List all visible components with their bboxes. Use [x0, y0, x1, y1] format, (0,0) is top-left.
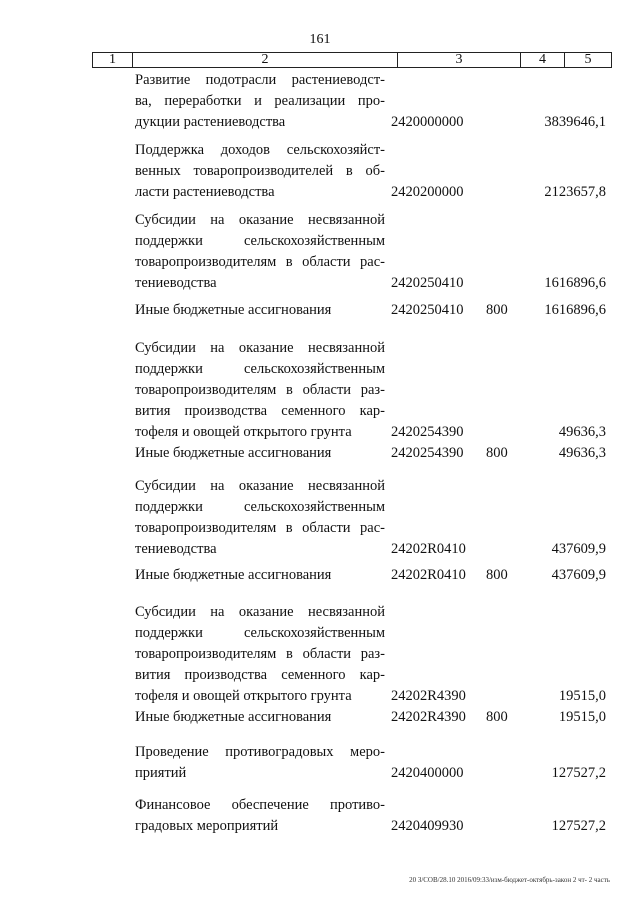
- description-line: товаропроизводителям в области рас-: [135, 254, 385, 270]
- row-code: 2420254390: [391, 445, 464, 461]
- row-code: 2420254390: [391, 424, 464, 440]
- header-col-3: 3: [398, 53, 521, 67]
- header-col-2: 2: [133, 53, 398, 67]
- description-line: градовых мероприятий: [135, 818, 279, 834]
- description-line: Иные бюджетные ассигнования: [135, 709, 332, 725]
- row-code: 2420250410: [391, 275, 464, 291]
- row-description: [135, 140, 385, 203]
- description-line: Развитие подотрасли растениеводст-: [135, 72, 385, 88]
- description-line: тениеводства: [135, 275, 217, 291]
- description-line: Финансовое обеспечение противо-: [135, 797, 385, 813]
- row-description: [135, 210, 385, 294]
- description-line: Поддержка доходов сельскохозяйст-: [135, 142, 385, 158]
- description-line: товаропроизводителям в области рас-: [135, 520, 385, 536]
- row-code: 2420200000: [391, 184, 464, 200]
- row-amount: 49636,3: [558, 445, 606, 461]
- row-amount: 3839646,1: [544, 114, 606, 130]
- description-line: приятий: [135, 765, 187, 781]
- row-amount: 1616896,6: [544, 302, 606, 318]
- row-amount: 437609,9: [551, 541, 606, 557]
- row-expense-type: 800: [486, 709, 508, 725]
- row-description: [135, 443, 385, 464]
- page-number: 161: [309, 32, 331, 47]
- description-line: товаропроизводителям в области раз-: [135, 382, 385, 398]
- description-line: поддержки сельскохозяйственным: [135, 625, 385, 641]
- row-amount: 127527,2: [551, 765, 606, 781]
- table-header-row: [92, 52, 612, 68]
- row-amount: 2123657,8: [544, 184, 606, 200]
- description-line: товаропроизводителям в области раз-: [135, 646, 385, 662]
- row-expense-type: 800: [486, 445, 508, 461]
- row-code: 24202R0410: [391, 541, 466, 557]
- row-amount: 19515,0: [558, 688, 606, 704]
- row-code: 24202R4390: [391, 709, 466, 725]
- row-description: [135, 707, 385, 728]
- row-amount: 437609,9: [551, 567, 606, 583]
- row-description: [135, 70, 385, 133]
- row-code: 2420409930: [391, 818, 464, 834]
- row-description: [135, 565, 385, 586]
- row-expense-type: 800: [486, 302, 508, 318]
- row-description: [135, 795, 385, 837]
- row-code: 24202R4390: [391, 688, 466, 704]
- description-line: Иные бюджетные ассигнования: [135, 567, 332, 583]
- header-col-4: 4: [521, 53, 565, 67]
- description-line: венных товаропроизводителей в об-: [135, 163, 385, 179]
- row-code: 2420250410: [391, 302, 464, 318]
- description-line: поддержки сельскохозяйственным: [135, 233, 385, 249]
- description-line: Иные бюджетные ассигнования: [135, 445, 332, 461]
- description-line: вития производства семенного кар-: [135, 667, 385, 683]
- description-line: ва, переработки и реализации про-: [135, 93, 385, 109]
- description-line: дукции растениеводства: [135, 114, 286, 130]
- header-col-5: 5: [584, 52, 592, 67]
- description-line: тофеля и овощей открытого грунта: [135, 424, 352, 440]
- row-description: [135, 742, 385, 784]
- row-amount: 1616896,6: [544, 275, 606, 291]
- row-amount: 19515,0: [558, 709, 606, 725]
- description-line: тофеля и овощей открытого грунта: [135, 688, 352, 704]
- description-line: Проведение противоградовых меро-: [135, 744, 385, 760]
- description-line: поддержки сельскохозяйственным: [135, 499, 385, 515]
- description-line: Субсидии на оказание несвязанной: [135, 340, 385, 356]
- description-line: Субсидии на оказание несвязанной: [135, 604, 385, 620]
- row-description: [135, 602, 385, 707]
- row-code: 2420400000: [391, 765, 464, 781]
- description-line: тениеводства: [135, 541, 217, 557]
- row-code: 2420000000: [391, 114, 464, 130]
- row-description: [135, 338, 385, 443]
- row-expense-type: 800: [486, 567, 508, 583]
- footer-stamp: 20 З/СОВ/28.10 2016/09:33/изм-бюджет-октябрь-закон 2 чт- 2 часть: [409, 876, 610, 884]
- row-description: [135, 476, 385, 560]
- description-line: Иные бюджетные ассигнования: [135, 302, 332, 318]
- description-line: вития производства семенного кар-: [135, 403, 385, 419]
- header-col-1: 1: [93, 53, 133, 67]
- row-description: [135, 300, 385, 321]
- description-line: поддержки сельскохозяйственным: [135, 361, 385, 377]
- description-line: ласти растениеводства: [135, 184, 275, 200]
- row-amount: 127527,2: [551, 818, 606, 834]
- row-amount: 49636,3: [558, 424, 606, 440]
- description-line: Субсидии на оказание несвязанной: [135, 212, 385, 228]
- description-line: Субсидии на оказание несвязанной: [135, 478, 385, 494]
- row-code: 24202R0410: [391, 567, 466, 583]
